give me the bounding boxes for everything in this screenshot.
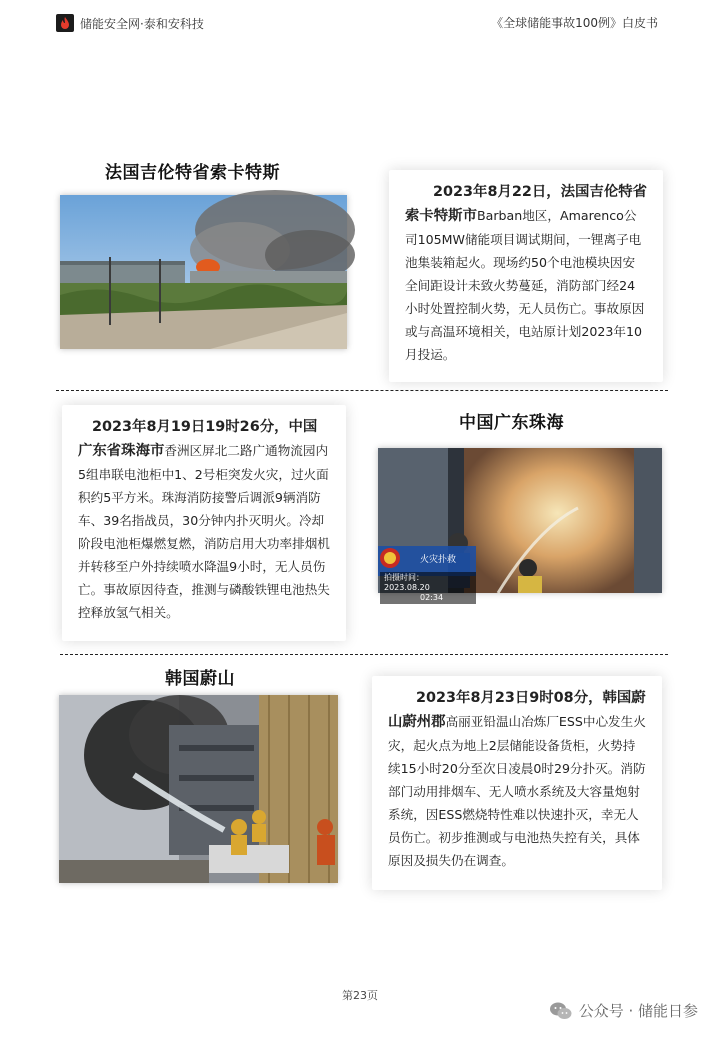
photo-france-fire <box>60 195 347 349</box>
incident-date-zhuhai: 2023年8月19日19时26分，中国 <box>92 419 318 435</box>
photo-timestamp-zhuhai <box>380 572 476 604</box>
page-number: 第23页 <box>342 989 378 1002</box>
photo-caption-zhuhai: 火灾扑救 <box>420 555 457 565</box>
incident-location-zhuhai: 广东省珠海市 <box>78 443 165 459</box>
incident-location-france: 索卡特斯市 <box>405 208 477 224</box>
watermark <box>549 1000 698 1021</box>
incident-body-france: Barban地区，Amarenco公司105MW储能项目调试期间，一锂离子电池集装箱起火。现场约50个电池模块因安全间距设计未致火势蔓延，消防部门经24小时处置控制火势，无人员伤亡。事故原因或与高温环境相关，电站原计划2023年10月投运。 <box>405 208 645 362</box>
incident-card-france <box>389 170 663 382</box>
brand-logo-icon <box>56 14 74 32</box>
section-divider <box>56 390 668 391</box>
photo-ulsan-fire <box>59 695 338 883</box>
incident-date-ulsan: 2023年8月23日9时08分，韩国蔚 <box>416 690 646 706</box>
incident-location-ulsan: 山蔚州郡 <box>388 714 446 730</box>
section-divider <box>60 654 668 655</box>
photo-time-label: 拍摄时间： <box>384 573 424 582</box>
photo-time-clock: 02:34 <box>420 593 444 602</box>
region-title-zhuhai: 中国广东珠海 <box>459 413 564 433</box>
incident-card-zhuhai <box>62 405 346 641</box>
incident-card-ulsan <box>372 676 662 890</box>
header-brand-text: 储能安全网·泰和安科技 <box>80 16 204 31</box>
header-brand <box>56 12 204 34</box>
photo-zhuhai-fire <box>378 448 662 602</box>
incident-body-ulsan: 高丽亚铅温山冶炼厂ESS中心发生火灾，起火点为地上2层储能设备货柜，火势持续15小时20分至次日凌晨0时29分扑灭。消防部门动用排烟车、无人喷水系统及大容量炮射系统，因ESS燃烧特性难以快速扑灭，幸无人员伤亡。初步推测或与电池热失控有关，具体原因及损失仍在调查。 <box>388 714 646 868</box>
wechat-icon <box>549 1001 573 1021</box>
region-title-france: 法国吉伦特省索卡特斯 <box>105 163 280 183</box>
watermark-text: 公众号 · 储能日参 <box>578 1002 698 1020</box>
header-doc-title: 《全球储能事故100例》白皮书 <box>491 16 658 30</box>
region-title-ulsan: 韩国蔚山 <box>165 669 235 689</box>
photo-time-date: 2023.08.20 <box>384 583 430 592</box>
incident-body-zhuhai: 香洲区屏北二路广通物流园内5组串联电池柜中1、2号柜突发火灾，过火面积约5平方米。珠海消防接警后调派9辆消防车、39名指战员，30分钟内扑灭明火。冷却阶段电池柜爆燃复燃，消防启用大功率排烟机并转移至户外持续喷水降温9小时，无人员伤亡。事故原因待查，推测与磷酸铁锂电池热失控释放氢气相关。 <box>78 443 330 620</box>
incident-date-france: 2023年8月22日，法国吉伦特省 <box>433 184 647 200</box>
